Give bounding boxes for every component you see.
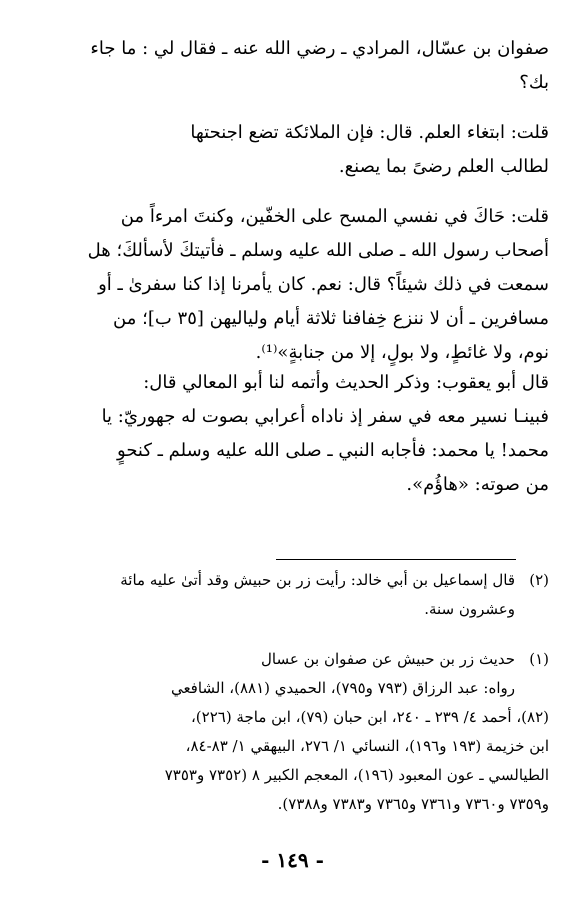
footnote-divider — [276, 559, 516, 560]
footnote-line: ابن خزيمة (١٩٣ و١٩٦)، النسائي ١/ ٢٧٦، البيهقي ١/ ٨٣-٨٤، — [185, 737, 549, 755]
footnote-line: رواه: عبد الرزاق (٧٩٣ و٧٩٥)، الحميدي (٨٨١)، الشافعي — [170, 679, 515, 697]
footnote-text: حديث زر بن حبيش عن صفوان بن عسال — [261, 650, 515, 668]
footnote-1 — [36, 645, 549, 819]
text-line: فبينـا نسير معه في سفر إذ ناداه أعرابي بصوت له جهوريّ: يا — [101, 406, 549, 427]
paragraph-2 — [36, 116, 549, 184]
page-number: - ١٤٩ - — [261, 848, 324, 872]
text-line: محمد! يا محمد: فأجابه النبي ـ صلى الله عليه وسلم ـ كنحوٍ — [117, 440, 549, 461]
footnote-line: وعشرون سنة. — [424, 600, 515, 618]
paragraph-4 — [36, 366, 549, 502]
text-line: نوم، ولا غائطٍ، ولا بولٍ، إلا من جنابةٍ»⁽¹⁾. — [255, 342, 549, 363]
text-line: قال أبو يعقوب: وذكر الحديث وأتمه لنا أبو المعالي قال: — [143, 372, 549, 393]
text-line: قلت: حَاكَ في نفسي المسح على الخفّين، وكنتَ امرءاً من — [120, 206, 549, 227]
footnote-number: (١) — [529, 650, 549, 668]
footnote-line: الطيالسي ـ عون المعبود (١٩٦)، المعجم الكبير ٨ (٧٣٥٢ و٧٣٥٣ — [164, 766, 549, 784]
text-line: قلت: ابتغاء العلم. قال: فإن الملائكة تضع اجنحتها — [190, 122, 549, 143]
paragraph-1 — [36, 32, 549, 100]
footnote-line: (٨٢)، أحمد ٤/ ٢٣٩ ـ ٢٤٠، ابن حبان (٧٩)، ابن ماجة (٢٢٦)، — [190, 708, 549, 726]
footnote-line — [36, 645, 549, 674]
text-line: أصحاب رسول الله ـ صلى الله عليه وسلم ـ فأتيتكَ لأسألكَ؛ هل — [87, 240, 549, 261]
text-line: لطالب العلم رضىً بما يصنع. — [338, 156, 549, 177]
text-line: صفوان بن عسّال، المرادي ـ رضي الله عنه ـ فقال لي : ما جاء — [90, 38, 549, 59]
text-line: من صوته: «هاؤُم». — [406, 474, 549, 495]
footnote-text: قال إسماعيل بن أبي خالد: رأيت زر بن حبيش وقد أتىٰ عليه مائة — [120, 571, 515, 589]
footnote-number: (٢) — [529, 571, 549, 589]
footnote-line: و٧٣٥٩ و٧٣٦٠ و٧٣٦١ و٧٣٦٥ و٧٣٨٣ و٧٣٨٨). — [277, 795, 549, 813]
footnote-line — [36, 566, 549, 595]
footnote-2 — [36, 566, 549, 624]
text-line: بك؟ — [519, 72, 549, 93]
paragraph-3 — [36, 200, 549, 370]
text-line: مسافرين ـ أن لا ننزع خِفافنا ثلاثة أيام ولياليهن [٣٥ ب]؛ من — [113, 308, 549, 329]
text-line: سمعت في ذلك شيئاً؟ قال: نعم. كان يأمرنا إذا كنا سفرىٰ ـ أو — [98, 274, 549, 295]
